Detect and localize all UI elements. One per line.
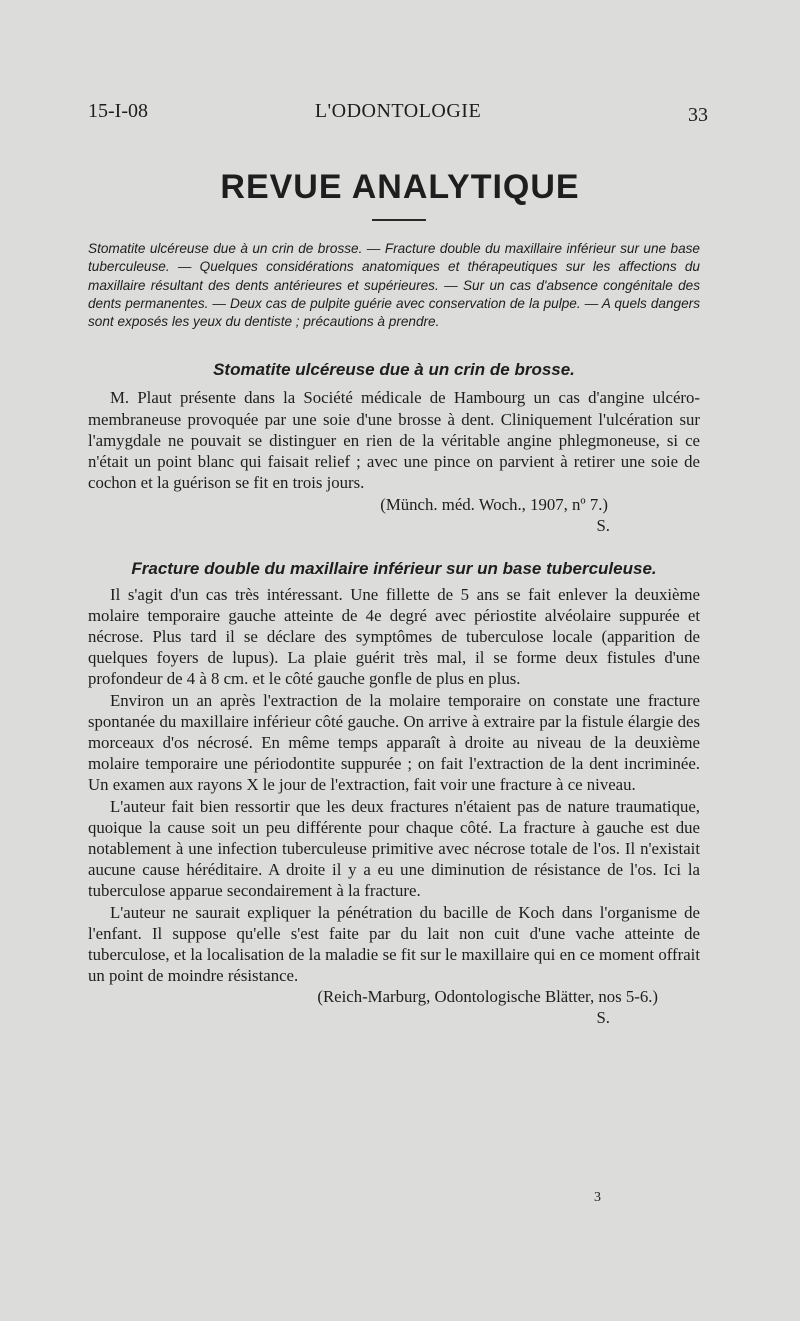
journal-title: L'ODONTOLOGIE [314,100,482,122]
title-rule [372,219,426,221]
section-heading-stomatite: Stomatite ulcéreuse due à un crin de brosse. [213,360,575,380]
body-paragraph: Environ un an après l'extraction de la molaire temporaire on constate une fracture spontanée du maxillaire inférieur côté gauche. On arrive à extraire par la fistule élargie des morceaux d'os nécrosé. En même temps apparaît à droite au niveau de la deuxième molaire temporaire une périodontite suppurée ; on fait l'extraction de la dent incriminée. Un examen aux rayons X le jour de l'extraction, fait voir une fracture à ce niveau. [88,690,700,795]
signature-mark: 3 [594,1190,601,1205]
page-number: 33 [688,104,708,126]
author-initial: S. [596,1008,610,1028]
citation: (Münch. méd. Woch., 1907, nº 7.) [380,494,608,514]
body-paragraph: L'auteur ne saurait expliquer la pénétration du bacille de Koch dans l'organisme de l'enfant. Il suppose qu'elle s'est faite par du lait non cuit d'une vache atteinte de tuberculose, et la localisation de la maladie se fit sur le maxillaire qui en ce moment offrait un point de moindre résistance. [88,902,700,986]
body-paragraph: M. Plaut présente dans la Société médicale de Hambourg un cas d'angine ulcéro-membraneuse provoquée par une soie d'une brosse à dent. Cliniquement l'ulcération sur l'amygdale ne pouvait se distinguer en rien de la véritable angine phlegmoneuse, si ce n'était un point blanc qui faisait relief ; avec une pince on parvient à retirer une soie de cochon et la guérison se fit en trois jours. [88,388,700,493]
body-paragraph: Il s'agit d'un cas très intéressant. Une fillette de 5 ans se fait enlever la deuxième molaire temporaire gauche atteinte de 4e degré avec périostite alvéolaire suppurée et nécrose. Plus tard il se déclare des symptômes de tuberculose locale (apparition de quelques foyers de lupus). La plaie guérit très mal, il se forme deux fistules d'une profondeur de 4 à 8 cm. et le côté gauche gonfle de plus en plus. [88,584,700,689]
page-title: REVUE ANALYTIQUE [220,168,580,206]
running-head [88,100,708,130]
issue-date: 15-I-08 [88,100,148,122]
summary-paragraph: Stomatite ulcéreuse due à un crin de brosse. — Fracture double du maxillaire inférieur sur une base tuberculeuse. — Quelques considérations anatomiques et thérapeutiques sur les affections du maxillaire résultant des dents antérieures et supérieures. — Sur un cas d'absence congénitale des dents permanentes. — Deux cas de pulpite guérie avec conservation de la pulpe. — A quels dangers sont exposés les yeux du dentiste ; précautions à prendre. [88,241,700,330]
citation: (Reich-Marburg, Odontologische Blätter, nos 5-6.) [317,987,658,1007]
article-body [88,240,700,1028]
body-paragraph: L'auteur fait bien ressortir que les deux fractures n'étaient pas de nature traumatique, quoique la cause soit un peu différente pour chaque côté. La fracture à gauche est due notablement à une infection tuberculeuse primitive avec nécrose totale de l'os. Il n'existait aucune cause héréditaire. A droite il y a eu une diminution de résistance de l'os. Ici la tuberculose apparue secondairement à la fracture. [88,796,700,901]
section-heading-fracture: Fracture double du maxillaire inférieur sur un base tuberculeuse. [131,558,657,578]
author-initial: S. [596,515,610,535]
